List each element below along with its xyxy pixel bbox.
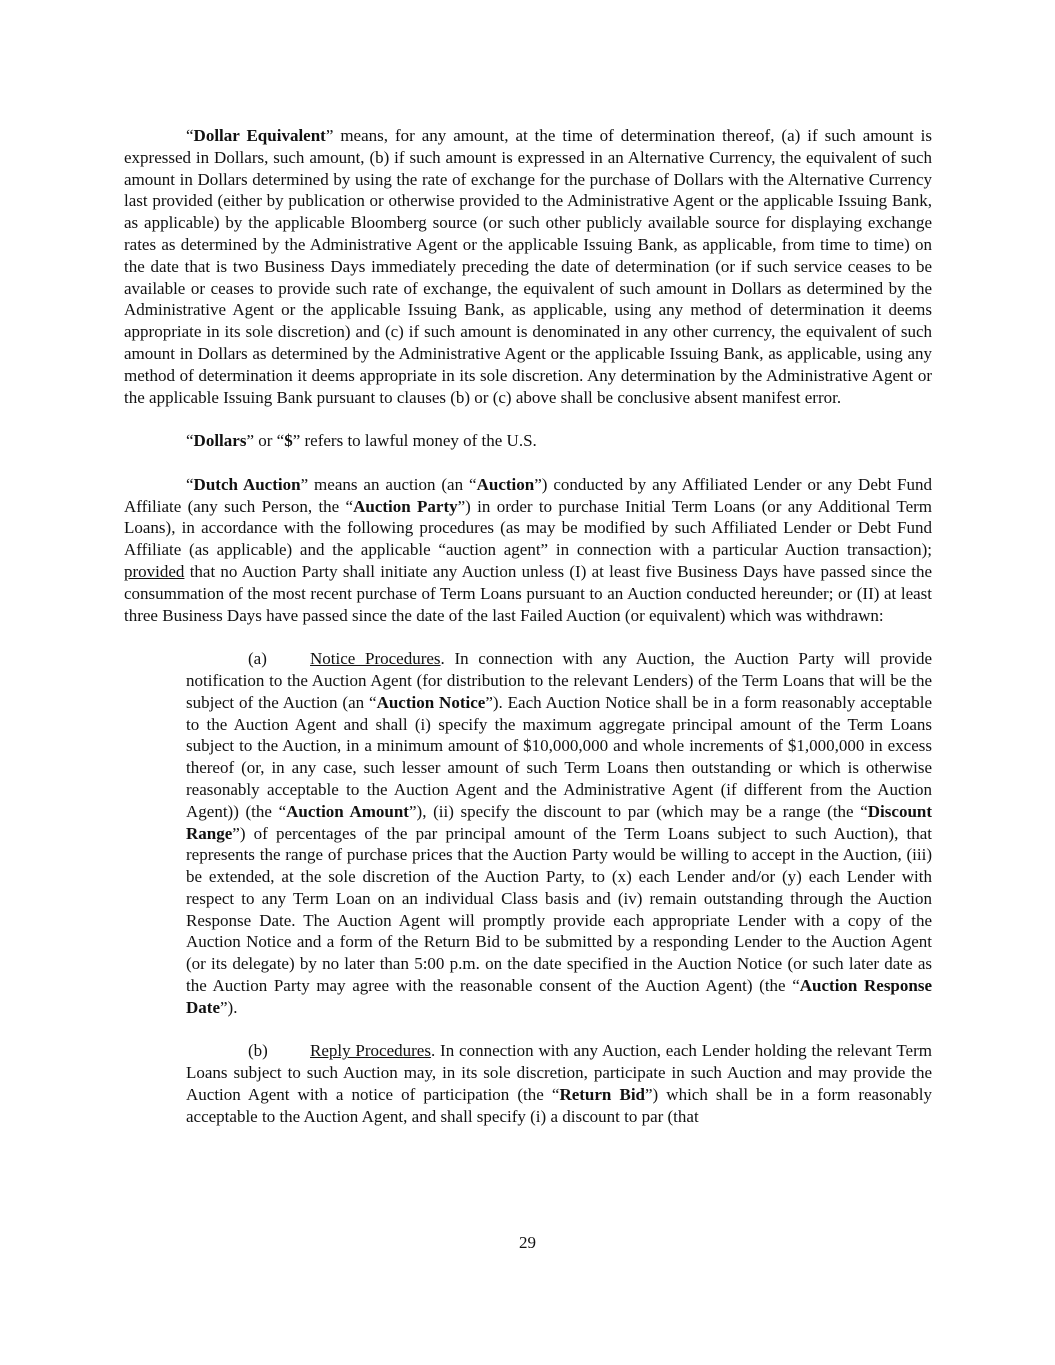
subclause-a-notice-procedures <box>186 648 932 1019</box>
subclause-text: ”). <box>219 997 238 1017</box>
subclause-b-reply-procedures <box>186 1040 932 1127</box>
defined-term: Auction Notice <box>376 692 486 712</box>
defined-term: Auction <box>476 474 535 494</box>
subclause-label: (b) <box>248 1041 268 1061</box>
subclause-text: ”), (ii) specify the discount to par (which may be a range (the “ <box>408 801 868 821</box>
definition-text: ”) conducted by any Affiliated Lender or any Debt Fund Affiliate (any such Person, the “ <box>124 474 932 516</box>
defined-term: Auction Party <box>353 496 458 516</box>
defined-term: Auction Amount <box>286 801 409 821</box>
subclause-text: . In connection with any Auction, the Auction Party will provide notification to the Auction Agent (for distribution to the relevant Lenders) of the Term Loans that will be the subject of the Auction (an “ <box>186 649 933 712</box>
subclause-text: ”) which shall be in a form reasonably acceptable to the Auction Agent, and shall specify (i) a discount to par (that <box>186 1085 932 1126</box>
underlined-term: provided <box>124 561 185 581</box>
subclause-heading: Notice Procedures <box>310 649 441 669</box>
defined-term: Dollars <box>193 431 247 451</box>
subclause-heading: Reply Procedures <box>310 1041 431 1061</box>
definition-text: ”) in order to purchase Initial Term Loans (or any Additional Term Loans), in accordance with the following procedures (as may be modified by such Affiliated Lender or Debt Fund Affiliate (as applicable) and the applicable “auction agent” in connection with a particular Auction transaction); <box>124 496 932 560</box>
subclause-label: (a) <box>248 649 267 669</box>
defined-term: Dutch Auction <box>193 474 301 494</box>
defined-term: Return Bid <box>559 1085 645 1105</box>
defined-term: Discount Range <box>186 801 933 843</box>
subclause-text: . In connection with any Auction, each Lender holding the relevant Term Loans subject to such Auction may, in its sole discretion, participate in such Auction and may provide the Auction Agent with a notice of participation (the “ <box>186 1041 932 1105</box>
subclause-text: ”). Each Auction Notice shall be in a form reasonably acceptable to the Auction Agent and shall (i) specify the maximum aggregate principal amount of the Term Loans subject to the Auction, in a minimum amount of $10,000,000 and whole increments of $1,000,000 in excess thereof (or, in any case, such lesser amount of such Term Loans then outstanding or which is otherwise reasonably acceptable to the Auction Agent and the Administrative Agent (if different from the Auction Agent)) (the “ <box>186 692 932 821</box>
definition-text: ” or “ <box>246 431 285 451</box>
definition-text: ” means an auction (an “ <box>300 474 477 494</box>
definition-dutch-auction <box>124 474 932 627</box>
defined-term: Auction Response Date <box>186 976 933 1017</box>
defined-term: Dollar Equivalent <box>193 126 326 145</box>
quote-mark: “ <box>186 474 194 494</box>
quote-mark: “ <box>186 431 194 451</box>
definition-dollars <box>124 430 932 452</box>
definition-text: that no Auction Party shall initiate any Auction unless (I) at least five Business Days have passed since the consummation of the most recent purchase of Term Loans pursuant to an Auction conducted hereunder; or (II) at least three Business Days have passed since the date of the last Failed Auction (or equivalent) which was withdrawn: <box>124 561 932 625</box>
subclause-text: ”) of percentages of the par principal amount of the Term Loans subject to such Auction), that represents the range of purchase prices that the Auction Party would be willing to accept in the Auction, (iii) be extended, at the sole discretion of the Auction Party, to (x) each Lender and/or (y) each Lender with respect to any Term Loan on an individual Class basis and (iv) remain outstanding through the Auction Response Date. The Auction Agent will promptly provide each appropriate Lender with a copy of the Auction Notice and a form of the Return Bid to be submitted by a responding Lender to the Auction Agent (or its delegate) by no later than 5:00 p.m. on the date specified in the Auction Notice (or such later date as the Auction Party may agree with the reasonable consent of the Auction Agent) (the “ <box>186 823 932 996</box>
page-number: 29 <box>519 1233 536 1252</box>
definition-text: ” refers to lawful money of the U.S. <box>292 431 537 451</box>
defined-term: $ <box>284 431 293 451</box>
definition-text: ” means, for any amount, at the time of determination thereof, (a) if such amount is expressed in Dollars, such amount, (b) if such amount is expressed in an Alternative Currency, the equivalent of such amount in Dollars determined by using the rate of exchange for the purchase of Dollars with the Alternative Currency last provided (either by publication or otherwise provided to the Administrative Agent or the applicable Issuing Bank, as applicable) by the applicable Bloomberg source (or such other publicly available source for displaying exchange rates as determined by the Administrative Agent or the applicable Issuing Bank, as applicable, from time to time) on the date that is two Business Days immediately preceding the date of determination (or if such service ceases to be available or ceases to provide such rate of exchange, the equivalent of such amount in Dollars as determined by the Administrative Agent or the applicable Issuing Bank, as applicable, using any method of determination it deems appropriate in its sole discretion) and (c) if such amount is denominated in any other currency, the equivalent of such amount in Dollars as determined by the Administrative Agent or the applicable Issuing Bank, as applicable, using any method of determination it deems appropriate in its sole discretion. Any determination by the Administrative Agent or the applicable Issuing Bank pursuant to clauses (b) or (c) above shall be conclusive absent manifest error. <box>124 126 932 407</box>
document-body <box>124 125 932 1128</box>
quote-mark: “ <box>186 126 194 145</box>
definition-dollar-equivalent <box>124 125 932 408</box>
